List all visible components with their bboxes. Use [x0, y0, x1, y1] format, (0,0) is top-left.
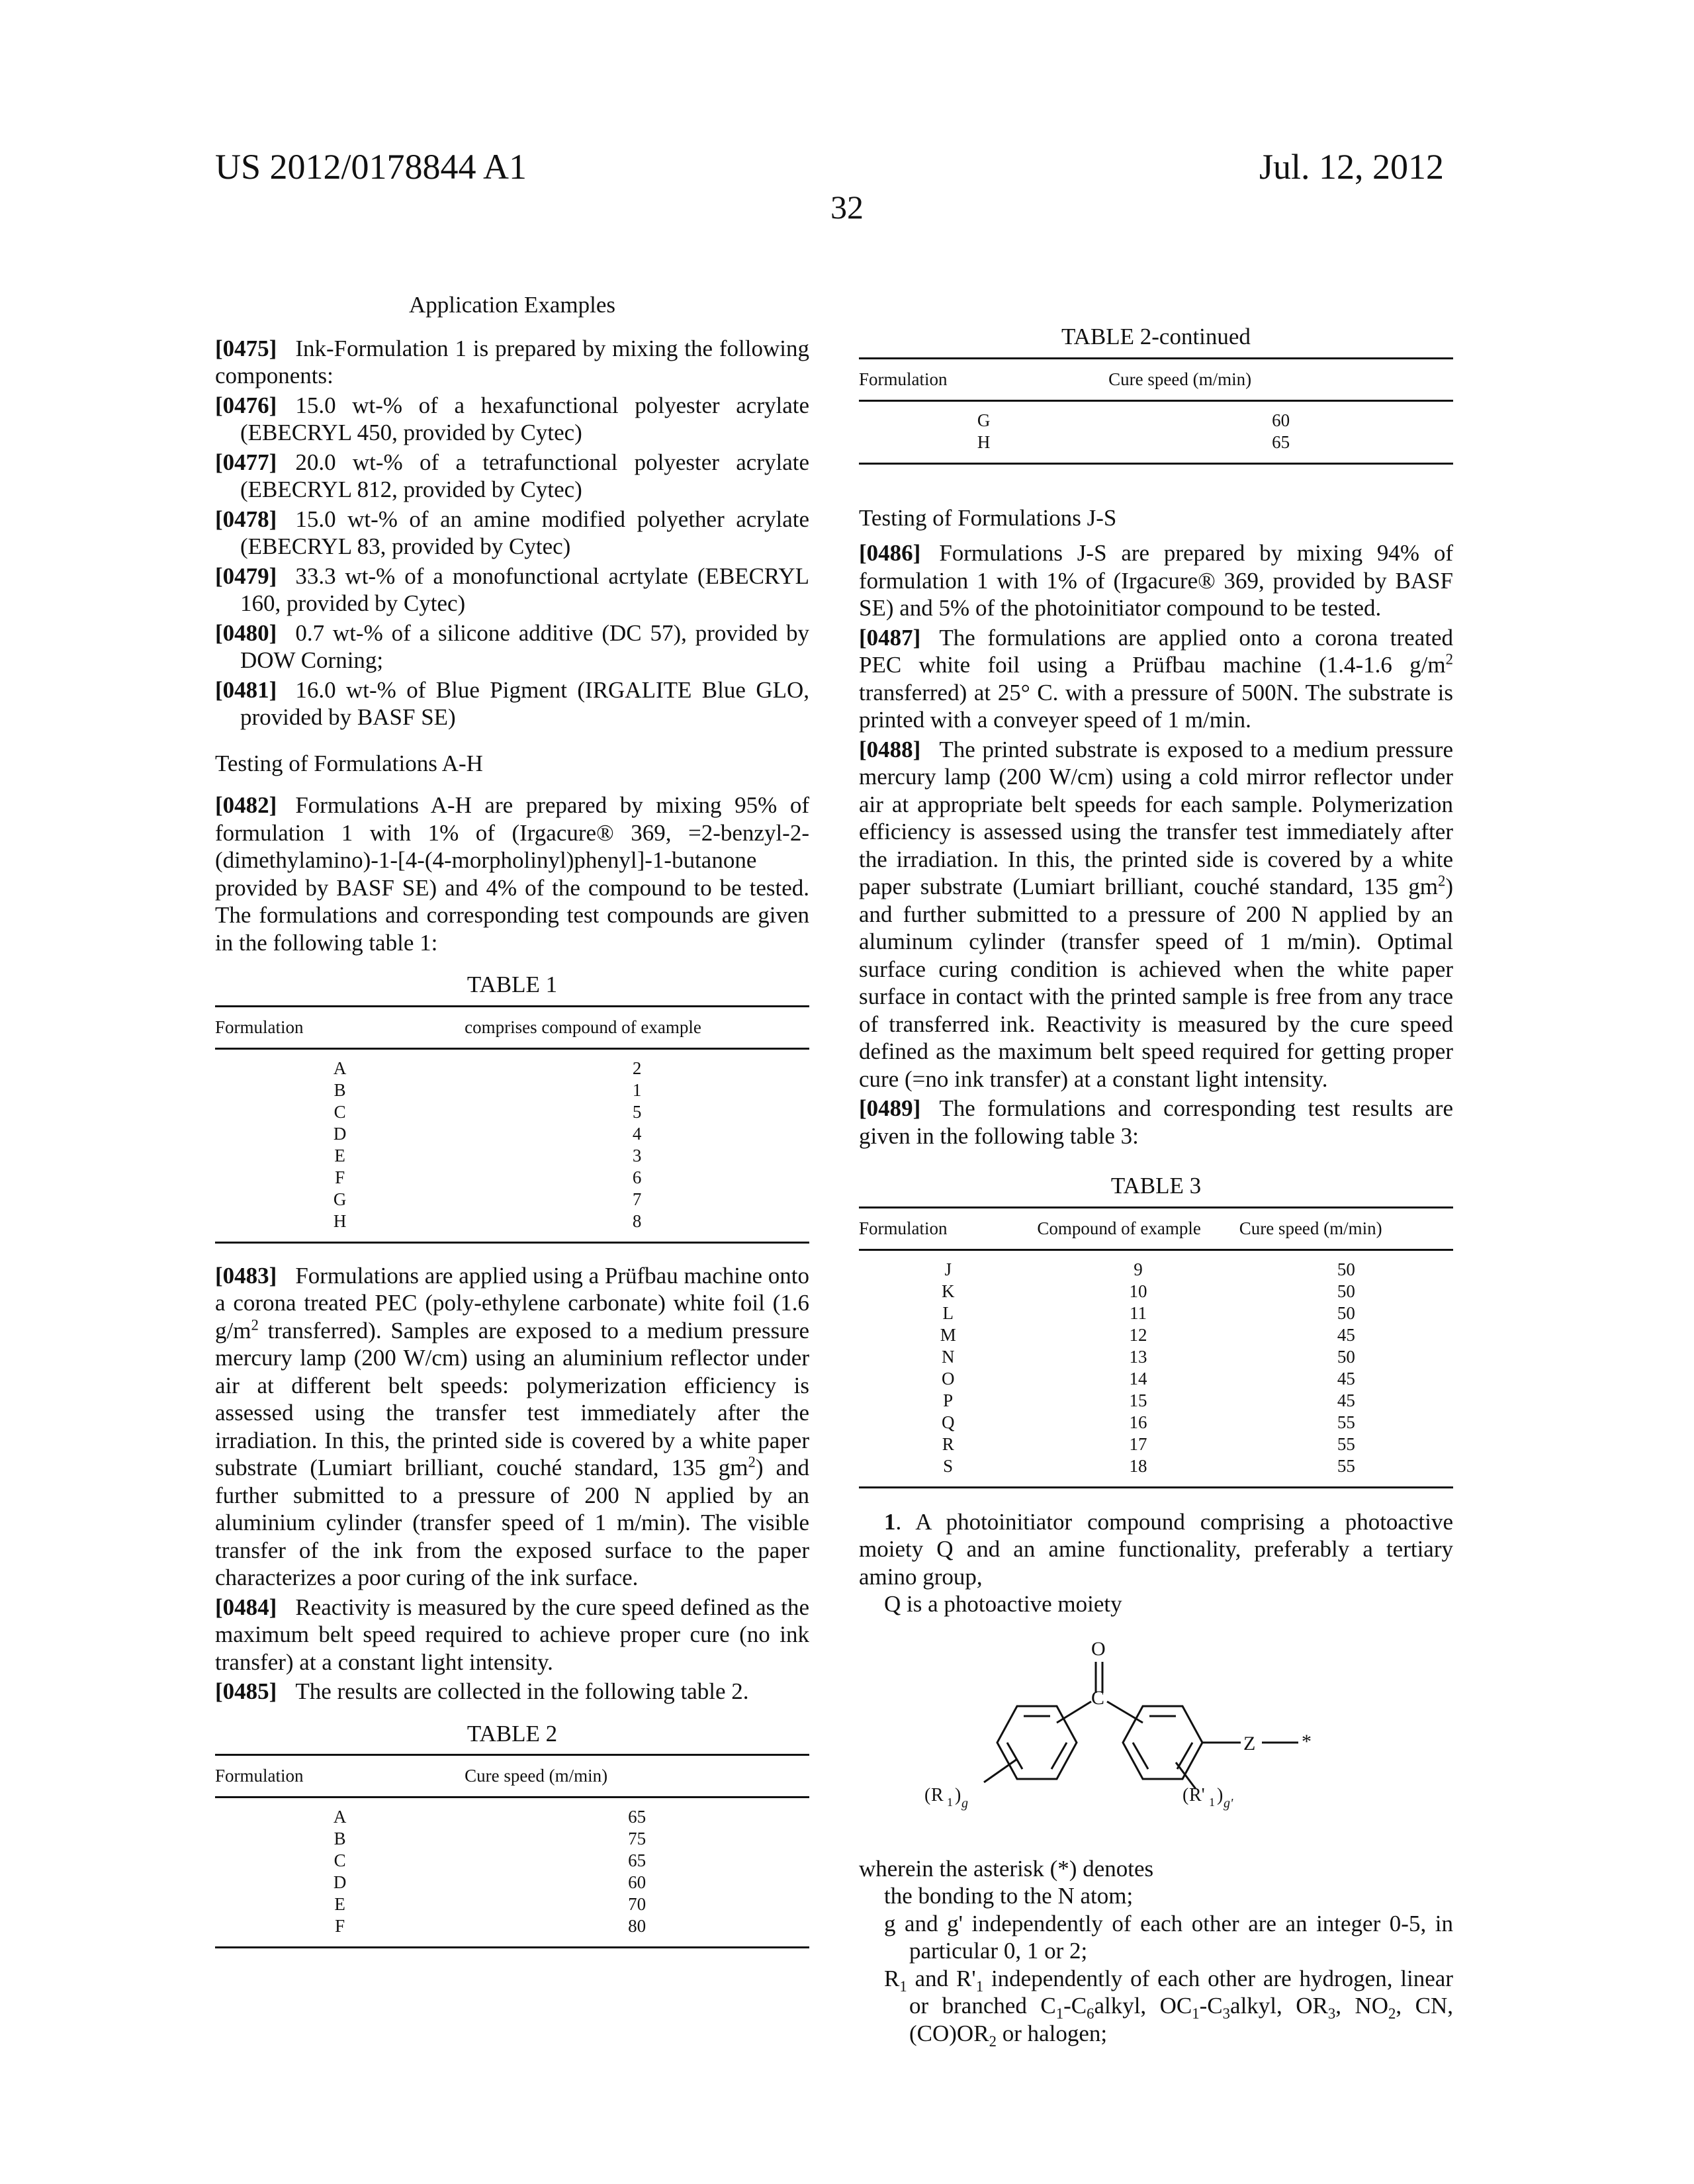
- oxygen-label: O: [1091, 1638, 1106, 1660]
- carbon-label: C: [1091, 1687, 1104, 1709]
- table-cell: E: [215, 1145, 465, 1167]
- table-cell: O: [859, 1368, 1037, 1390]
- table-cell: 65: [465, 1850, 809, 1872]
- paragraph-text: The results are collected in the following table 2.: [295, 1678, 748, 1704]
- text-run: independently of each other are hydrogen, linear or branched C: [909, 1966, 1453, 2019]
- table-cell: 50: [1239, 1346, 1453, 1368]
- definition-g: g and g' independently of each other are an integer 0-5, in particular 0, 1 or 2;: [859, 1910, 1453, 1965]
- column-header: Cure speed (m/min): [1239, 1207, 1453, 1250]
- table-cell: A: [215, 1048, 465, 1079]
- table-cell: J: [859, 1250, 1037, 1281]
- text-run: alkyl, OR: [1230, 1993, 1328, 2019]
- table-cell: 9: [1037, 1250, 1239, 1281]
- table-row: [215, 1893, 809, 1915]
- paragraph-text: transferred). Samples are exposed to a medium pressure mercury lamp (200 W/cm) using an aluminium reflector under air at different belt speeds: polymerization efficiency is assessed using the transfer test immediately after the irradiation. In this, the printed side is covered by a white paper substrate (Lumiart brilliant, couché standard, 135 gm: [215, 1318, 809, 1481]
- table-cell: C: [215, 1850, 465, 1872]
- table-body: [859, 1250, 1453, 1487]
- section-heading: Testing of Formulations A-H: [215, 750, 809, 778]
- component-item: [215, 619, 809, 674]
- text-run: , CN, (CO)OR: [909, 1993, 1453, 2046]
- table-row: [215, 1101, 809, 1123]
- paragraph-number: [0476]: [215, 392, 277, 418]
- data-table: [859, 357, 1453, 465]
- column-header: comprises compound of example: [465, 1006, 809, 1048]
- table-row: [859, 400, 1453, 432]
- table-cell: 50: [1239, 1302, 1453, 1324]
- paragraph-text: Ink-Formulation 1 is prepared by mixing the following components:: [215, 336, 809, 389]
- table-row: [215, 1079, 809, 1101]
- table-cell: 70: [465, 1893, 809, 1915]
- component-text: 16.0 wt-% of Blue Pigment (IRGALITE Blue GLO, provided by BASF SE): [240, 677, 809, 731]
- table-cell: 3: [465, 1145, 809, 1167]
- table-cell: 65: [465, 1797, 809, 1829]
- paragraph-number: [0486]: [859, 540, 920, 566]
- table-cell: 6: [465, 1167, 809, 1189]
- data-table: [215, 1754, 809, 1948]
- table-cell: B: [215, 1828, 465, 1850]
- table-cell: 8: [465, 1210, 809, 1243]
- table-3: [859, 1172, 1453, 1488]
- paragraph-text: transferred) at 25° C. with a pressure of 500N. The substrate is printed with a conveyer speed of 1 m/min.: [859, 680, 1453, 733]
- table-cell: 60: [1108, 400, 1453, 432]
- table-row: [215, 1915, 809, 1948]
- g-subscript: g: [961, 1796, 968, 1811]
- table-row: [859, 432, 1453, 464]
- table-row: [215, 1850, 809, 1872]
- component-text: 33.3 wt-% of a monofunctional acrtylate (EBECRYL 160, provided by Cytec): [240, 563, 809, 617]
- paragraph-number: [0489]: [859, 1095, 920, 1121]
- table-cell: 14: [1037, 1368, 1239, 1390]
- paragraph-0488: [859, 736, 1453, 1093]
- component-item: [215, 506, 809, 561]
- paragraph-text: Formulations are applied using a Prüfbau machine onto a corona treated PEC (poly-ethylene carbonate) white foil (1.6 g/m: [215, 1263, 809, 1343]
- table-cell: K: [859, 1281, 1037, 1302]
- table-row: [215, 1048, 809, 1079]
- table-cell: G: [215, 1189, 465, 1210]
- r1-subscript: 1: [947, 1796, 953, 1809]
- table-cell: 60: [465, 1872, 809, 1893]
- table-row: [215, 1797, 809, 1829]
- paragraph-number: [0482]: [215, 792, 277, 818]
- table-caption: TABLE 1: [215, 971, 809, 999]
- table-cell: C: [215, 1101, 465, 1123]
- table-row: [859, 1368, 1453, 1390]
- table-body: [215, 1797, 809, 1948]
- table-caption: TABLE 2-continued: [859, 323, 1453, 351]
- subscript: 1: [1056, 2005, 1063, 2022]
- table-row: [859, 1302, 1453, 1324]
- paragraph-0484: [215, 1594, 809, 1676]
- table-cell: 55: [1239, 1412, 1453, 1433]
- right-column: [859, 323, 1453, 2047]
- text-run: or halogen;: [997, 2021, 1107, 2046]
- definition-r: [859, 1965, 1453, 2048]
- table-body: [859, 400, 1453, 463]
- subscript: 1: [899, 1978, 907, 1995]
- table-cell: 50: [1239, 1281, 1453, 1302]
- component-item: [215, 563, 809, 617]
- paragraph-number: [0479]: [215, 563, 277, 589]
- subscript: 3: [1223, 2005, 1230, 2022]
- table-cell: F: [215, 1167, 465, 1189]
- bond: [1107, 1702, 1143, 1723]
- table-row: [859, 1250, 1453, 1281]
- superscript: 2: [1446, 651, 1453, 667]
- claim-text: . A photoinitiator compound comprising a photoactive moiety Q and an amine functionality, preferably a tertiary amino group,: [859, 1509, 1453, 1590]
- page-number: 32: [0, 188, 1694, 226]
- table-row: [215, 1145, 809, 1167]
- r1p-subscript: 1: [1209, 1796, 1215, 1809]
- paragraph-0489: [859, 1095, 1453, 1150]
- paragraph-number: [0484]: [215, 1594, 277, 1620]
- definition-asterisk: wherein the asterisk (*) denotes: [859, 1855, 1453, 1883]
- table-cell: H: [859, 432, 1108, 464]
- table-cell: A: [215, 1797, 465, 1829]
- table-cell: P: [859, 1390, 1037, 1412]
- component-list: [215, 392, 809, 731]
- z-label: Z: [1243, 1733, 1255, 1754]
- paragraph-0487: [859, 624, 1453, 734]
- claim-q-line: Q is a photoactive moiety: [859, 1590, 1453, 1618]
- text-run: -C: [1063, 1993, 1087, 2019]
- table-2-continued: [859, 323, 1453, 465]
- table-row: [859, 1390, 1453, 1412]
- paren-close: ): [1217, 1785, 1223, 1805]
- table-cell: B: [215, 1079, 465, 1101]
- asterisk-label: *: [1302, 1731, 1312, 1752]
- table-cell: 55: [1239, 1455, 1453, 1488]
- paragraph-text: The formulations are applied onto a corona treated PEC white foil using a Prüfbau machine (1.4-1.6 g/m: [859, 625, 1453, 678]
- paragraph-number: [0478]: [215, 506, 277, 532]
- subscript: 1: [976, 1978, 983, 1995]
- table-cell: 2: [465, 1048, 809, 1079]
- paragraph-number: [0477]: [215, 449, 277, 475]
- table-caption: TABLE 2: [215, 1720, 809, 1748]
- paragraph-text: ) and further submitted to a pressure of 200 N applied by an aluminium cylinder (transfer speed of 1 m/min). The visible transfer of the ink from the exposed surface to the paper characterizes a poor curing of the ink surface.: [215, 1455, 809, 1590]
- r1-label: [931, 1785, 944, 1805]
- table-cell: D: [215, 1872, 465, 1893]
- superscript: 2: [251, 1316, 258, 1333]
- claim-1: [859, 1508, 1453, 1591]
- claim-number: 1: [884, 1509, 896, 1535]
- table-cell: L: [859, 1302, 1037, 1324]
- table-cell: 80: [465, 1915, 809, 1948]
- text-run: , NO: [1335, 1993, 1388, 2019]
- paragraph-number: [0475]: [215, 336, 277, 361]
- paren-open: (: [924, 1785, 930, 1805]
- table-row: [859, 1455, 1453, 1488]
- table-body: [215, 1048, 809, 1242]
- text-run: and R': [907, 1966, 976, 1991]
- table-cell: 16: [1037, 1412, 1239, 1433]
- paragraph-text: Reactivity is measured by the cure speed defined as the maximum belt speed required to achieve proper cure (no ink transfer) at a constant light intensity.: [215, 1594, 809, 1675]
- table-cell: 1: [465, 1079, 809, 1101]
- superscript: 2: [748, 1453, 756, 1470]
- data-table: [859, 1206, 1453, 1488]
- subscript: 2: [1388, 2005, 1396, 2022]
- paragraph-0475: [215, 335, 809, 390]
- table-cell: 75: [465, 1828, 809, 1850]
- table-cell: 7: [465, 1189, 809, 1210]
- paren-open: (: [1182, 1785, 1188, 1805]
- table-cell: H: [215, 1210, 465, 1243]
- subscript: 3: [1328, 2005, 1335, 2022]
- component-text: 0.7 wt-% of a silicone additive (DC 57), provided by DOW Corning;: [240, 620, 809, 674]
- chemical-structure: [918, 1630, 1394, 1848]
- paragraph-text: ) and further submitted to a pressure of 200 N applied by an aluminum cylinder (transfer speed of 1 m/min). Optimal surface curing condition is achieved when the white paper surface in contact with the printed sample is free from any trace of transferred ink. Reactivity is measured by the cure speed defined as the maximum belt speed required for getting proper cure (=no ink transfer) at a constant light intensity.: [859, 874, 1453, 1092]
- column-header: Formulation: [215, 1006, 465, 1048]
- paragraph-number: [0485]: [215, 1678, 277, 1704]
- paragraph-number: [0487]: [859, 625, 920, 651]
- table-1: [215, 971, 809, 1244]
- table-row: [859, 1324, 1453, 1346]
- table-cell: 17: [1037, 1433, 1239, 1455]
- publication-date: Jul. 12, 2012: [1259, 147, 1444, 187]
- superscript: 2: [1438, 872, 1445, 889]
- paragraph-0485: [215, 1678, 809, 1706]
- table-cell: N: [859, 1346, 1037, 1368]
- table-row: [215, 1828, 809, 1850]
- column-header: Formulation: [859, 358, 1108, 400]
- paragraph-0483: [215, 1262, 809, 1592]
- component-text: 15.0 wt-% of a hexafunctional polyester acrylate (EBECRYL 450, provided by Cytec): [240, 392, 809, 446]
- text-run: -C: [1200, 1993, 1223, 2019]
- paragraph-number: [0483]: [215, 1263, 277, 1289]
- table-caption: TABLE 3: [859, 1172, 1453, 1200]
- paragraph-0482: [215, 792, 809, 956]
- table-cell: 45: [1239, 1390, 1453, 1412]
- paragraph-text: Formulations A-H are prepared by mixing 95% of formulation 1 with 1% of (Irgacure® 369, =2-benzyl-2-(dimethylamino)-1-[4-(4-morpholinyl)phenyl]-1-butanone provided by BASF SE) and 4% of the compound to be tested. The formulations and corresponding test compounds are given in the following table 1:: [215, 792, 809, 956]
- table-cell: 4: [465, 1123, 809, 1145]
- table-cell: 15: [1037, 1390, 1239, 1412]
- table-cell: 65: [1108, 432, 1453, 464]
- table-cell: D: [215, 1123, 465, 1145]
- column-header: Formulation: [859, 1207, 1037, 1250]
- paragraph-text: The printed substrate is exposed to a medium pressure mercury lamp (200 W/cm) using a cold mirror reflector under air at appropriate belt speeds for each sample. Polymerization efficiency is assessed using the transfer test immediately after the irradiation. In this, the printed side is covered by a white paper substrate (Lumiart brilliant, couché standard, 135 gm: [859, 737, 1453, 900]
- table-row: [215, 1210, 809, 1243]
- subscript: 1: [1192, 2005, 1199, 2022]
- text-run: alkyl, OC: [1094, 1993, 1192, 2019]
- column-header: Cure speed (m/min): [465, 1755, 809, 1797]
- table-row: [215, 1123, 809, 1145]
- section-heading: Testing of Formulations J-S: [859, 504, 1453, 532]
- component-item: [215, 676, 809, 731]
- paragraph-number: [0481]: [215, 677, 277, 703]
- paren-close: ): [955, 1785, 961, 1805]
- table-cell: 11: [1037, 1302, 1239, 1324]
- component-item: [215, 449, 809, 504]
- table-cell: 50: [1239, 1250, 1453, 1281]
- bond: [1057, 1702, 1091, 1723]
- table-row: [215, 1167, 809, 1189]
- text-run: R: [884, 1966, 899, 1991]
- section-heading: Application Examples: [215, 291, 809, 319]
- component-item: [215, 392, 809, 447]
- table-cell: Q: [859, 1412, 1037, 1433]
- table-row: [859, 1433, 1453, 1455]
- subscript: 6: [1087, 2005, 1094, 2022]
- table-row: [859, 1346, 1453, 1368]
- table-2: [215, 1720, 809, 1949]
- definition-bonding: the bonding to the N atom;: [859, 1882, 1453, 1910]
- table-cell: 45: [1239, 1368, 1453, 1390]
- table-cell: 10: [1037, 1281, 1239, 1302]
- paragraph-number: [0480]: [215, 620, 277, 646]
- table-cell: 12: [1037, 1324, 1239, 1346]
- paragraph-text: Formulations J-S are prepared by mixing 94% of formulation 1 with 1% of (Irgacure® 369, provided by BASF SE) and 5% of the photoinitiator compound to be tested.: [859, 540, 1453, 621]
- patent-number: US 2012/0178844 A1: [215, 147, 527, 187]
- table-row: [859, 1281, 1453, 1302]
- table-row: [215, 1189, 809, 1210]
- table-cell: 45: [1239, 1324, 1453, 1346]
- table-cell: 5: [465, 1101, 809, 1123]
- table-cell: M: [859, 1324, 1037, 1346]
- r-symbol: R: [931, 1785, 944, 1805]
- column-header: Formulation: [215, 1755, 465, 1797]
- table-row: [859, 1412, 1453, 1433]
- subscript: 2: [989, 2033, 997, 2050]
- paragraph-text: The formulations and corresponding test results are given in the following table 3:: [859, 1095, 1453, 1149]
- table-cell: G: [859, 400, 1108, 432]
- table-cell: 13: [1037, 1346, 1239, 1368]
- table-cell: R: [859, 1433, 1037, 1455]
- left-column: [215, 291, 809, 1948]
- table-row: [215, 1872, 809, 1893]
- component-text: 15.0 wt-% of an amine modified polyether acrylate (EBECRYL 83, provided by Cytec): [240, 506, 809, 560]
- table-cell: F: [215, 1915, 465, 1948]
- table-cell: S: [859, 1455, 1037, 1488]
- table-cell: E: [215, 1893, 465, 1915]
- column-header: Compound of example: [1037, 1207, 1239, 1250]
- column-header: Cure speed (m/min): [1108, 358, 1453, 400]
- gp-subscript: g': [1224, 1796, 1233, 1811]
- table-cell: 55: [1239, 1433, 1453, 1455]
- data-table: [215, 1005, 809, 1244]
- table-cell: 18: [1037, 1455, 1239, 1488]
- paragraph-0486: [859, 539, 1453, 622]
- r1p-label: R': [1189, 1785, 1205, 1805]
- paragraph-number: [0488]: [859, 737, 920, 762]
- component-text: 20.0 wt-% of a tetrafunctional polyester acrylate (EBECRYL 812, provided by Cytec): [240, 449, 809, 503]
